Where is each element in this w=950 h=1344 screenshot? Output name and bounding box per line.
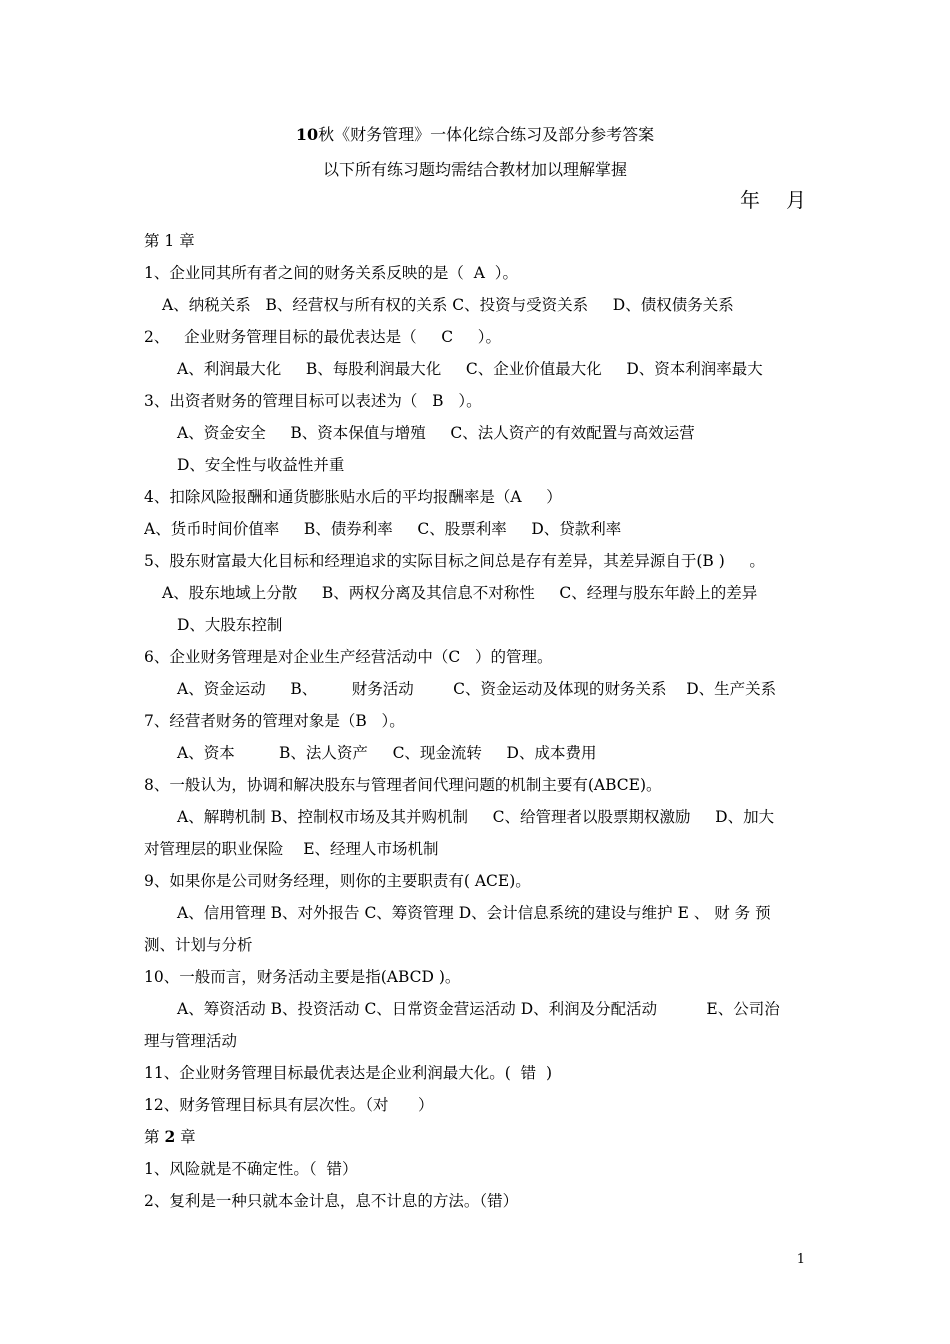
q1-1-question: 1、企业同其所有者之间的财务关系反映的是（ A ）。 (144, 264, 519, 282)
q1-4-question: 4、扣除风险报酬和通货膨胀贴水后的平均报酬率是（A ） (144, 488, 562, 506)
q1-10-options-cont: 理与管理活动 (144, 1032, 238, 1050)
q1-9-question: 9、如果你是公司财务经理，则你的主要职责有( ACE)。 (144, 872, 531, 890)
q1-9-options: A、信用管理 B、对外报告 C、筹资管理 D、会计信息系统的建设与维护 E 、 财 务 预 (177, 904, 771, 922)
document-body (144, 225, 808, 1217)
chapter-2-suffix: 章 (175, 1128, 196, 1146)
document-subtitle: 以下所有练习题均需结合教材加以理解掌握 (322, 160, 627, 179)
q1-5-options-cont: D、大股东控制 (177, 616, 283, 634)
q1-8-question: 8、一般认为，协调和解决股东与管理者间代理问题的机制主要有(ABCE)。 (144, 776, 662, 794)
chapter-2-heading (144, 1121, 808, 1153)
q1-6-options: A、资金运动 B、 财务活动 C、资金运动及体现的财务关系 D、生产关系 (177, 680, 777, 698)
q1-11-statement: 11、企业财务管理目标最优表达是企业利润最大化。( 错 ) (144, 1064, 553, 1082)
document-title (0, 122, 950, 145)
q1-9-options-cont: 测、计划与分析 (144, 936, 253, 954)
q1-7-question: 7、经营者财务的管理对象是（B ）。 (144, 712, 405, 730)
q1-3-options-cont: D、安全性与收益性并重 (177, 456, 345, 474)
chapter-2-prefix: 第 (144, 1128, 165, 1146)
title-text: 秋《财务管理》一体化综合练习及部分参考答案 (318, 125, 655, 144)
q1-4-options: A、货币时间价值率 B、债券利率 C、股票利率 D、贷款利率 (144, 520, 622, 538)
q1-2-options: A、利润最大化 B、每股利润最大化 C、企业价值最大化 D、资本利润率最大 (177, 360, 763, 378)
date-year: 年 (740, 188, 760, 212)
q2-2-statement: 2、复利是一种只就本金计息，息不计息的方法。（错） (144, 1192, 519, 1210)
q1-5-options: A、股东地域上分散 B、两权分离及其信息不对称性 C、经理与股东年龄上的差异 (162, 584, 758, 602)
date-line (740, 184, 806, 213)
q1-8-options: A、解聘机制 B、控制权市场及其并购机制 C、给管理者以股票期权激励 D、加大 (177, 808, 775, 826)
q1-12-statement: 12、财务管理目标具有层次性。（对 ） (144, 1096, 434, 1114)
q1-6-question: 6、企业财务管理是对企业生产经营活动中（C ）的管理。 (144, 648, 553, 666)
q2-1-statement: 1、风险就是不确定性。（ 错） (144, 1160, 358, 1178)
q1-3-options: A、资金安全 B、资本保值与增殖 C、法人资产的有效配置与高效运营 (177, 424, 695, 442)
q1-1-options: A、纳税关系 B、经营权与所有权的关系 C、投资与受资关系 D、债权债务关系 (162, 296, 734, 314)
chapter-1-heading: 第 1 章 (144, 232, 195, 250)
title-prefix: 10 (295, 125, 319, 144)
q1-8-options-cont: 对管理层的职业保险 E、经理人市场机制 (144, 840, 439, 858)
q1-10-options: A、筹资活动 B、投资活动 C、日常资金营运活动 D、利润及分配活动 E、公司治 (177, 1000, 780, 1018)
chapter-2-number: 2 (164, 1127, 176, 1146)
q1-10-question: 10、一般而言，财务活动主要是指(ABCD )。 (144, 968, 461, 986)
page-number: 1 (796, 1252, 805, 1267)
date-month: 月 (786, 188, 806, 212)
q1-7-options: A、资本 B、法人资产 C、现金流转 D、成本费用 (177, 744, 597, 762)
q1-5-question: 5、股东财富最大化目标和经理追求的实际目标之间总是存有差异，其差异源自于(B ) 。 (144, 552, 765, 570)
q1-3-question: 3、出资者财务的管理目标可以表述为（ B ）。 (144, 392, 482, 410)
q1-2-question: 2、 企业财务管理目标的最优表达是（ C ）。 (144, 328, 502, 346)
